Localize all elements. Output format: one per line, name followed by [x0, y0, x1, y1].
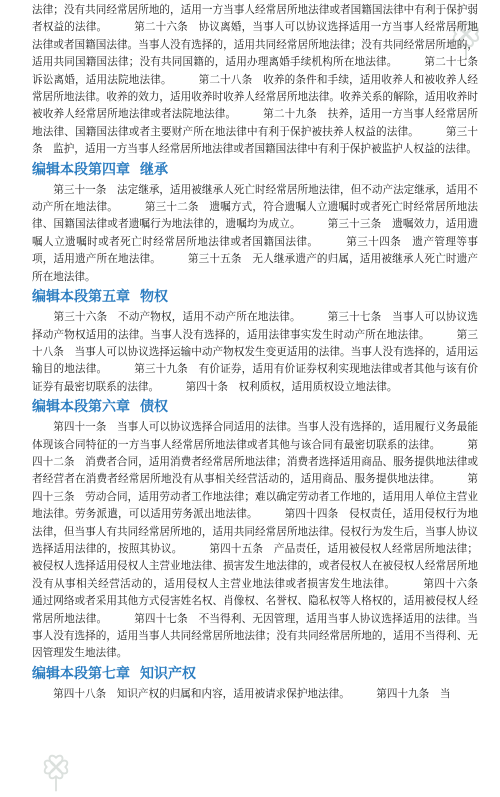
edit-section-link[interactable]: 编辑本段第四章: [32, 161, 130, 178]
chapter-heading: [32, 160, 478, 180]
chapter-title: 知识产权: [140, 665, 196, 682]
body-paragraph: 第三十六条 不动产物权，适用不动产所在地法律。 第三十七条 当事人可以协议选择动产物权适用的法律。当事人没有选择的，适用法律事实发生时动产所在地法律。 第三十八条 当事人可以协议选择运输中动产物权发生变更适用的法律。当事人没有选择的，适用运输目的地法律。 第三十九条 有价证券，适用有价证券权利实现地法律或者其他与该有价证券有最密切联系的法律。 第四十条 权利质权，适用质权设立地法律。: [32, 311, 478, 393]
chapter-heading: [32, 397, 478, 417]
body-paragraph: 第四十一条 当事人可以协议选择合同适用的法律。当事人没有选择的，适用履行义务最能体现该合同特征的一方当事人经常居所地法律或者其他与该合同有最密切联系的法律。 第四十二条 消费者合同，适用消费者经常居所地法律；消费者选择适用商品、服务提供地法律或者经营者在消费者经常居所地没有从事相关经营活动的，适用商品、服务提供地法律。 第四十三条 劳动合同，适用劳动者工作地法律；难以确定劳动者工作地的，适用用人单位主营业地法律。劳务派遣，可以适用劳务派出地法律。 第四十四条 侵权责任，适用侵权行为地法律，但当事人有共同经常居所地的，适用共同经常居所地法律。侵权行为发生后，当事人协议选择适用法律的，按照其协议。 第四十五条 产品责任，适用被侵权人经常居所地法律；被侵权人选择适用侵权人主营业地法律、损害发生地法律的，或者侵权人在被侵权人经常居所地没有从事相关经营活动的，适用侵权人主营业地法律或者损害发生地法律。 第四十六条 通过网络或者采用其他方式侵害姓名权、肖像权、名誉权、隐私权等人格权的，适用被侵权人经常居所地法律。 第四十七条 不当得利、无因管理，适用当事人协议选择适用的法律。当事人没有选择的，适用当事人共同经常居所地法律；没有共同经常居所地的，适用不当得利、无因管理发生地法律。: [32, 421, 489, 660]
body-paragraph: 第四十八条 知识产权的归属和内容，适用被请求保护地法律。 第四十九条 当: [32, 687, 451, 700]
chapter-title: 债权: [140, 399, 168, 416]
chapter-title: 继承: [140, 161, 168, 178]
chapter-title: 物权: [140, 289, 168, 306]
chapter-heading: [32, 287, 478, 307]
edit-section-link[interactable]: 编辑本段第六章: [32, 399, 130, 416]
chapter-heading: [32, 664, 478, 684]
body-paragraph: 第三十一条 法定继承，适用被继承人死亡时经常居所地法律，但不动产法定继承，适用不动产所在地法律。 第三十二条 遗嘱方式，符合遗嘱人立遗嘱时或者死亡时经常居所地法律、国籍国法律或者遗嘱行为地法律的，遗嘱均为成立。 第三十三条 遗嘱效力，适用遗嘱人立遗嘱时或者死亡时经常居所地法律或者国籍国法律。 第三十四条 遗产管理等事项，适用遗产所在地法律。 第三十五条 无人继承遗产的归属，适用被继承人死亡时遗产所在地法律。: [32, 183, 478, 283]
clover-watermark-icon: [28, 739, 84, 795]
body-paragraph: 法律；没有共同经常居所地的，适用一方当事人经常居所地法律或者国籍国法律中有利于保护弱者权益的法律。 第二十六条 协议离婚，当事人可以协议选择适用一方当事人经常居所地法律或者国籍国法律。当事人没有选择的，适用共同经常居所地法律；没有共同经常居所地的，适用共同国籍国法律；没有共同国籍的，适用办理离婚手续机构所在地法律。 第二十七条 诉讼离婚，适用法院地法律。 第二十八条 收养的条件和手续，适用收养人和被收养人经常居所地法律。收养的效力，适用收养时收养人经常居所地法律。收养关系的解除，适用收养时被收养人经常居所地法律或者法院地法律。 第二十九条 扶养，适用一方当事人经常居所地法律、国籍国法律或者主要财产所在地法律中有利于保护被扶养人权益的法律。 第三十条 监护，适用一方当事人经常居所地法律或者国籍国法律中有利于保护被监护人权益的法律。: [32, 4, 489, 156]
edit-section-link[interactable]: 编辑本段第七章: [32, 665, 130, 682]
edit-section-link[interactable]: 编辑本段第五章: [32, 289, 130, 306]
